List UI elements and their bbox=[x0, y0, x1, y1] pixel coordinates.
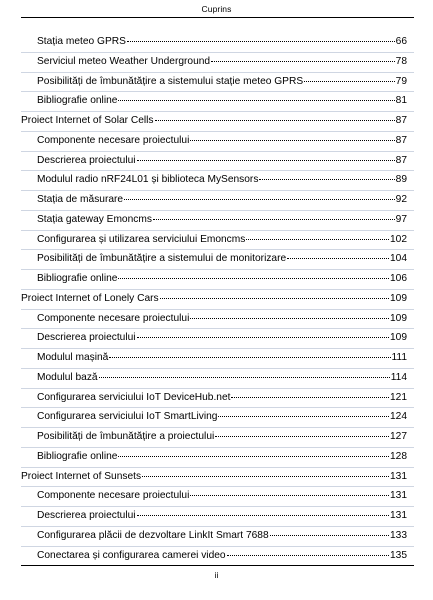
toc-dot-leader bbox=[137, 507, 389, 516]
toc-section-entry[interactable] bbox=[21, 231, 414, 251]
toc-entry-page-number: 87 bbox=[395, 154, 407, 166]
toc-section-entry[interactable] bbox=[21, 211, 414, 231]
toc-chapter-entry[interactable] bbox=[21, 468, 414, 488]
toc-dot-leader bbox=[142, 468, 389, 477]
toc-entry-title: Configurarea și utilizarea serviciului Emoncms bbox=[37, 233, 246, 245]
toc-entry-page-number: 109 bbox=[390, 332, 407, 344]
toc-entry-title: Posibilități de îmbunătățire a sistemului de monitorizare bbox=[37, 253, 287, 265]
toc-dot-leader bbox=[155, 112, 395, 121]
toc-entry-title: Componente necesare proiectului bbox=[37, 312, 190, 324]
toc-section-entry[interactable] bbox=[21, 73, 414, 93]
toc-entry-page-number: 97 bbox=[395, 213, 407, 225]
toc-entry-page-number: 131 bbox=[390, 490, 407, 502]
toc-dot-leader bbox=[137, 329, 389, 338]
toc-dot-leader bbox=[270, 527, 389, 536]
toc-section-entry[interactable] bbox=[21, 369, 414, 389]
toc-entry-page-number: 102 bbox=[390, 233, 407, 245]
toc-section-entry[interactable] bbox=[21, 329, 414, 349]
toc-dot-leader bbox=[118, 270, 389, 279]
toc-dot-leader bbox=[127, 33, 395, 42]
toc-entry-page-number: 92 bbox=[395, 194, 407, 205]
toc-dot-leader bbox=[109, 349, 390, 358]
toc-section-entry[interactable] bbox=[21, 92, 414, 112]
toc-section-entry[interactable] bbox=[21, 428, 414, 448]
toc-section-entry[interactable] bbox=[21, 250, 414, 270]
toc-entry-title: Proiect Internet of Solar Cells bbox=[21, 115, 154, 126]
toc-chapter-entry[interactable] bbox=[21, 112, 414, 132]
toc-entry-page-number: 87 bbox=[395, 115, 407, 126]
toc-dot-leader bbox=[99, 369, 390, 378]
header-divider bbox=[21, 17, 414, 18]
toc-entry-page-number: 89 bbox=[395, 174, 407, 186]
toc-section-entry[interactable] bbox=[21, 33, 414, 53]
toc-entry-page-number: 106 bbox=[390, 273, 407, 284]
toc-entry-page-number: 131 bbox=[390, 510, 407, 521]
toc-dot-leader bbox=[231, 389, 389, 398]
toc-entry-title: Stația gateway Emoncms bbox=[37, 213, 152, 225]
toc-entry-title: Conectarea și configurarea camerei video bbox=[37, 549, 226, 561]
toc-entry-title: Modulul bază bbox=[37, 371, 98, 383]
toc-entry-page-number: 127 bbox=[390, 431, 407, 442]
toc-entry-title: Bibliografie online bbox=[37, 450, 118, 462]
table-of-contents bbox=[21, 33, 414, 566]
toc-dot-leader bbox=[153, 211, 395, 220]
toc-entry-title: Bibliografie online bbox=[37, 273, 118, 284]
toc-entry-title: Stația meteo GPRS bbox=[37, 36, 126, 47]
toc-dot-leader bbox=[227, 547, 389, 556]
toc-dot-leader bbox=[246, 231, 389, 240]
toc-dot-leader bbox=[190, 132, 394, 141]
toc-entry-page-number: 81 bbox=[395, 95, 407, 107]
toc-section-entry[interactable] bbox=[21, 448, 414, 468]
toc-dot-leader bbox=[118, 448, 389, 457]
toc-chapter-entry[interactable] bbox=[21, 290, 414, 310]
toc-section-entry[interactable] bbox=[21, 408, 414, 428]
toc-entry-title: Modulul radio nRF24L01 și biblioteca MySensors bbox=[37, 174, 259, 186]
toc-section-entry[interactable] bbox=[21, 270, 414, 290]
toc-entry-page-number: 114 bbox=[390, 371, 407, 383]
toc-entry-title: Componente necesare proiectului bbox=[37, 134, 190, 146]
toc-section-entry[interactable] bbox=[21, 389, 414, 409]
page-header-title: Cuprins bbox=[201, 4, 232, 14]
toc-section-entry[interactable] bbox=[21, 132, 414, 152]
toc-entry-page-number: 121 bbox=[390, 391, 407, 403]
toc-dot-leader bbox=[215, 428, 389, 437]
toc-dot-leader bbox=[211, 53, 395, 62]
toc-entry-title: Proiect Internet of Lonely Cars bbox=[21, 292, 159, 304]
toc-entry-page-number: 66 bbox=[395, 36, 407, 47]
toc-entry-page-number: 78 bbox=[395, 55, 407, 67]
toc-entry-title: Descrierea proiectului bbox=[37, 510, 136, 521]
toc-entry-page-number: 104 bbox=[390, 253, 407, 265]
toc-dot-leader bbox=[190, 310, 389, 319]
toc-dot-leader bbox=[259, 171, 394, 180]
toc-section-entry[interactable] bbox=[21, 310, 414, 330]
toc-entry-title: Configurarea serviciului IoT SmartLiving bbox=[37, 411, 218, 423]
toc-section-entry[interactable] bbox=[21, 349, 414, 369]
toc-entry-title: Componente necesare proiectului bbox=[37, 490, 190, 502]
toc-entry-page-number: 109 bbox=[390, 292, 407, 304]
page-number: ii bbox=[214, 570, 219, 580]
toc-section-entry[interactable] bbox=[21, 527, 414, 547]
toc-entry-page-number: 131 bbox=[390, 470, 407, 482]
toc-entry-title: Posibilități de îmbunătățire a sistemului stație meteo GPRS bbox=[37, 75, 304, 87]
toc-section-entry[interactable] bbox=[21, 547, 414, 567]
toc-entry-title: Configurarea plăcii de dezvoltare LinkIt Smart 7688 bbox=[37, 529, 269, 541]
toc-entry-title: Stația de măsurare bbox=[37, 194, 124, 205]
toc-dot-leader bbox=[124, 191, 395, 200]
toc-entry-page-number: 109 bbox=[390, 312, 407, 324]
toc-entry-page-number: 79 bbox=[395, 75, 407, 87]
toc-entry-title: Modulul mașină bbox=[37, 352, 109, 363]
toc-section-entry[interactable] bbox=[21, 152, 414, 172]
toc-section-entry[interactable] bbox=[21, 507, 414, 527]
toc-section-entry[interactable] bbox=[21, 487, 414, 507]
toc-entry-title: Descrierea proiectului bbox=[37, 154, 136, 166]
toc-entry-title: Configurarea serviciului IoT DeviceHub.net bbox=[37, 391, 231, 403]
toc-dot-leader bbox=[304, 73, 395, 82]
footer-divider bbox=[21, 565, 414, 566]
toc-dot-leader bbox=[118, 92, 394, 101]
toc-dot-leader bbox=[137, 152, 395, 161]
toc-entry-page-number: 124 bbox=[390, 411, 407, 423]
toc-entry-title: Bibliografie online bbox=[37, 95, 118, 107]
toc-dot-leader bbox=[160, 290, 389, 299]
toc-entry-page-number: 111 bbox=[391, 352, 407, 363]
toc-entry-title: Proiect Internet of Sunsets bbox=[21, 470, 142, 482]
toc-entry-title: Serviciul meteo Weather Underground bbox=[37, 55, 211, 67]
toc-entry-title: Descrierea proiectului bbox=[37, 332, 136, 344]
toc-section-entry[interactable] bbox=[21, 53, 414, 73]
toc-dot-leader bbox=[190, 487, 389, 496]
toc-dot-leader bbox=[218, 408, 389, 417]
toc-entry-page-number: 87 bbox=[395, 134, 407, 146]
toc-entry-title: Posibilități de îmbunătățire a proiectului bbox=[37, 431, 215, 442]
toc-entry-page-number: 128 bbox=[390, 450, 407, 462]
toc-entry-page-number: 135 bbox=[390, 549, 407, 561]
toc-dot-leader bbox=[287, 250, 389, 259]
toc-entry-page-number: 133 bbox=[390, 529, 407, 541]
toc-section-entry[interactable] bbox=[21, 191, 414, 211]
toc-section-entry[interactable] bbox=[21, 171, 414, 191]
